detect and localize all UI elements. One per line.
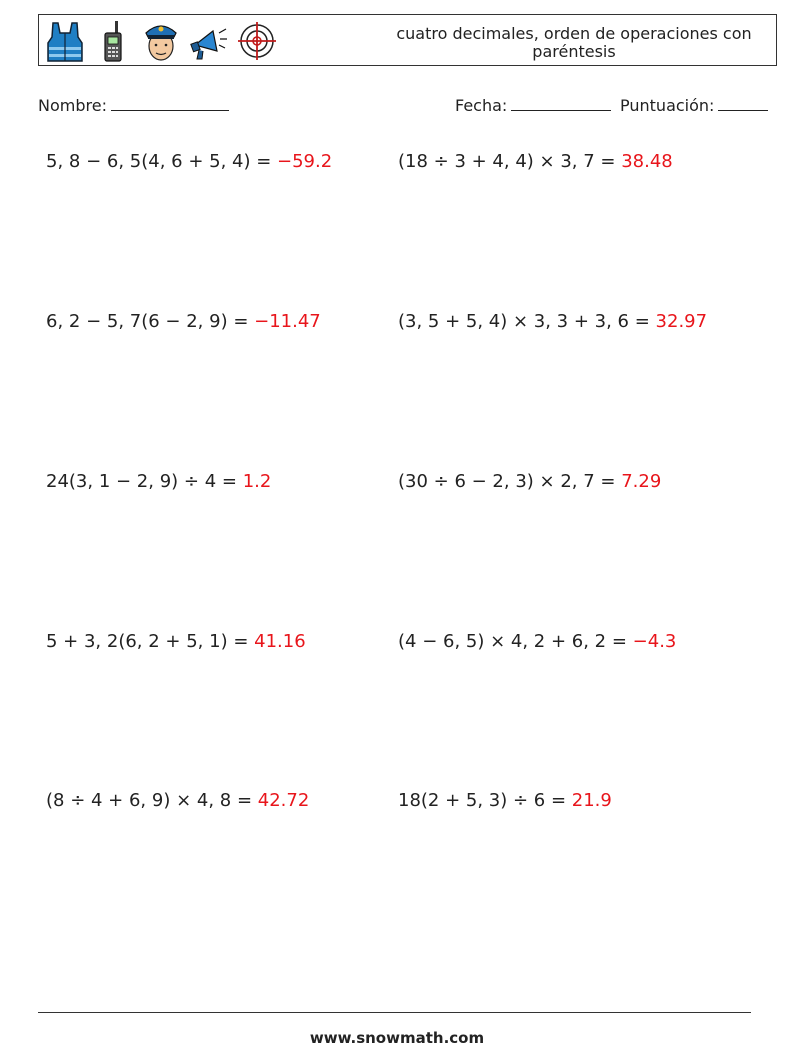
problem-7 [46,631,306,652]
problem-5 [46,471,271,492]
problem-answer: 32.97 [655,311,708,332]
name-label: Nombre: [38,96,107,115]
problem-6 [398,471,661,492]
problem-9 [46,790,309,811]
problem-answer: 21.9 [571,790,612,811]
problem-expression: (4 − 6, 5) × 4, 2 + 6, 2 = [398,631,633,652]
police-officer-icon [141,19,181,63]
problem-expression: 18(2 + 5, 3) ÷ 6 = [398,790,572,811]
problem-answer: 41.16 [254,631,306,652]
problem-expression: (30 ÷ 6 − 2, 3) × 2, 7 = [398,471,622,492]
problem-expression: (18 ÷ 3 + 4, 4) × 3, 7 = [398,151,622,172]
score-field [620,94,768,115]
problem-expression: 24(3, 1 − 2, 9) ÷ 4 = [46,471,243,492]
icon-strip [45,19,277,63]
megaphone-icon [189,19,229,63]
problem-1 [46,151,332,172]
walkie-talkie-icon [93,19,133,63]
footer-url[interactable]: www.snowmath.com [309,1029,485,1047]
problem-expression: (3, 5 + 5, 4) × 3, 3 + 3, 6 = [398,311,656,332]
problem-answer: 38.48 [621,151,673,172]
name-field [38,94,229,115]
problem-answer: −59.2 [277,151,333,172]
problem-answer: 7.29 [621,471,662,492]
score-blank[interactable] [718,94,768,111]
problem-answer: −4.3 [632,631,677,652]
problem-expression: 5, 8 − 6, 5(4, 6 + 5, 4) = [46,151,278,172]
problem-expression: 6, 2 − 5, 7(6 − 2, 9) = [46,311,255,332]
problem-expression: (8 ÷ 4 + 6, 9) × 4, 8 = [46,790,258,811]
name-blank[interactable] [111,94,229,111]
date-label: Fecha: [455,96,508,115]
date-field [455,94,611,115]
problem-answer: −11.47 [254,311,321,332]
problem-expression: 5 + 3, 2(6, 2 + 5, 1) = [46,631,255,652]
problem-4 [398,311,707,332]
problem-10 [398,790,612,811]
problem-answer: 42.72 [257,790,310,811]
date-blank[interactable] [511,94,611,111]
problem-3 [46,311,321,332]
footer-divider [38,1012,751,1013]
crosshair-icon [237,19,277,63]
worksheet-title: cuatro decimales, orden de operaciones con paréntesis [396,24,752,61]
score-label: Puntuación: [620,96,715,115]
vest-icon [45,19,85,63]
problem-2 [398,151,673,172]
problem-8 [398,631,676,652]
worksheet-header [38,14,777,66]
problem-answer: 1.2 [242,471,272,492]
